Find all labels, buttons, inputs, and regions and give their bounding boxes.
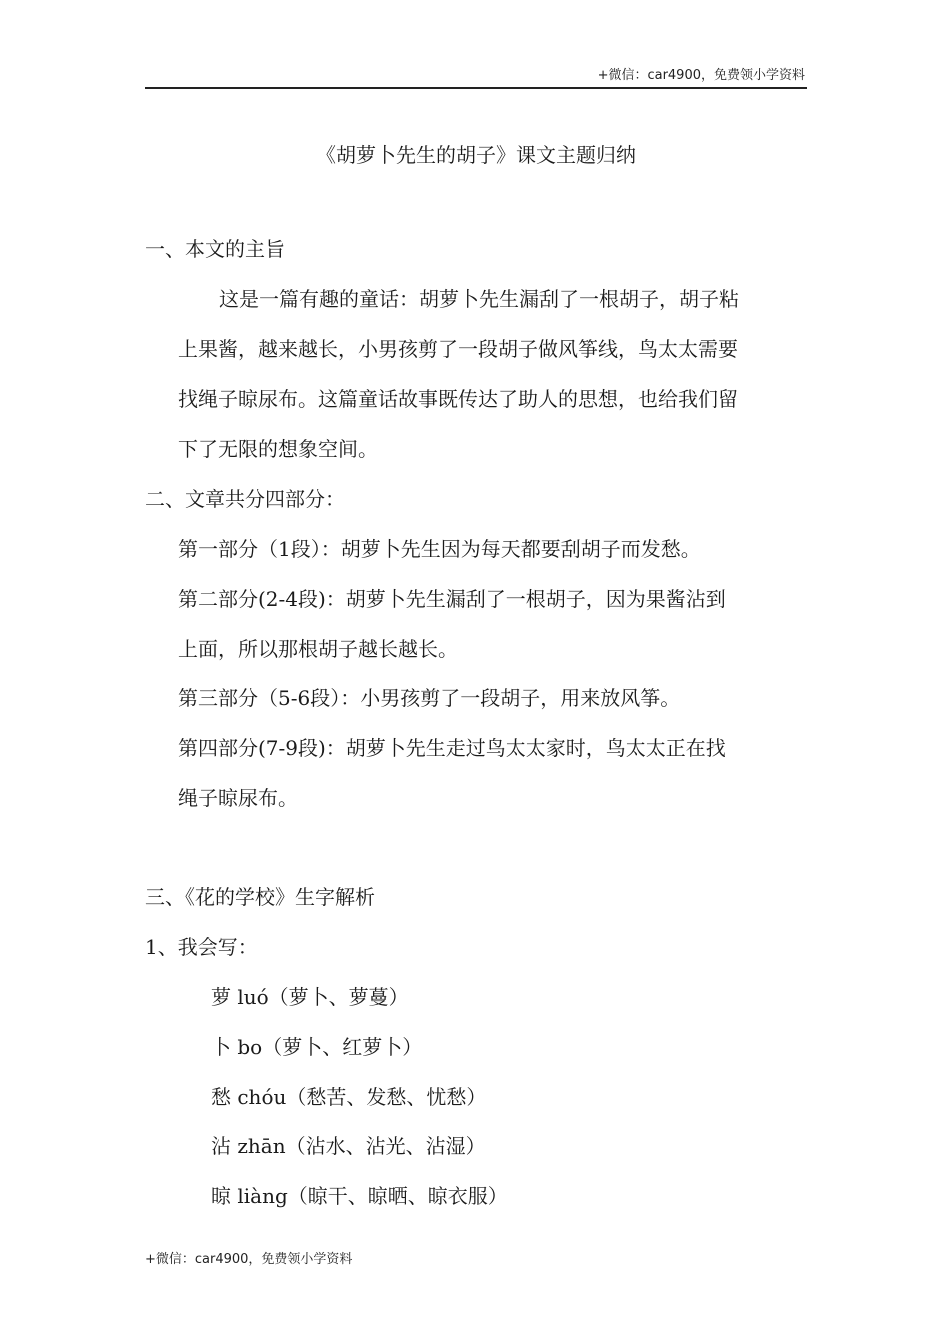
sub-heading: 1、我会写： [145, 935, 258, 959]
vocab-item: 晾 liàng（晾干、晾晒、晾衣服） [211, 1184, 508, 1208]
paragraph-line: 上面，所以那根胡子越长越长。 [178, 637, 458, 661]
paragraph-line: 绳子晾尿布。 [178, 786, 298, 810]
vocab-item: 愁 chóu（愁苦、发愁、忧愁） [211, 1085, 487, 1109]
vocab-item: 卜 bo（萝卜、红萝卜） [211, 1035, 423, 1059]
paragraph-line: 上果酱，越来越长，小男孩剪了一段胡子做风筝线，鸟太太需要 [178, 337, 738, 361]
vocab-item: 沾 zhān（沾水、沾光、沾湿） [211, 1134, 486, 1158]
header-divider [145, 87, 807, 89]
header-note: +微信：car4900，免费领小学资料 [597, 68, 805, 83]
section-heading-2: 二、文章共分四部分： [145, 487, 345, 511]
section-heading-1: 一、本文的主旨 [145, 237, 285, 261]
paragraph-line: 找绳子晾尿布。这篇童话故事既传达了助人的思想，也给我们留 [178, 387, 738, 411]
document-title: 《胡萝卜先生的胡子》课文主题归纳 [316, 143, 636, 167]
paragraph-line: 第三部分（5-6段）：小男孩剪了一段胡子，用来放风筝。 [178, 686, 681, 710]
paragraph-line: 第一部分（1段）：胡萝卜先生因为每天都要刮胡子而发愁。 [178, 537, 701, 561]
section-heading-3: 三、《花的学校》生字解析 [145, 885, 375, 909]
vocab-item: 萝 luó（萝卜、萝蔓） [211, 985, 409, 1009]
paragraph-line: 这是一篇有趣的童话：胡萝卜先生漏刮了一根胡子，胡子粘 [219, 287, 739, 311]
paragraph-line: 第四部分(7-9段)：胡萝卜先生走过鸟太太家时，鸟太太正在找 [178, 736, 726, 760]
paragraph-line: 第二部分(2-4段)：胡萝卜先生漏刮了一根胡子，因为果酱沾到 [178, 587, 726, 611]
footer-note: +微信：car4900，免费领小学资料 [145, 1252, 353, 1267]
paragraph-line: 下了无限的想象空间。 [178, 437, 378, 461]
